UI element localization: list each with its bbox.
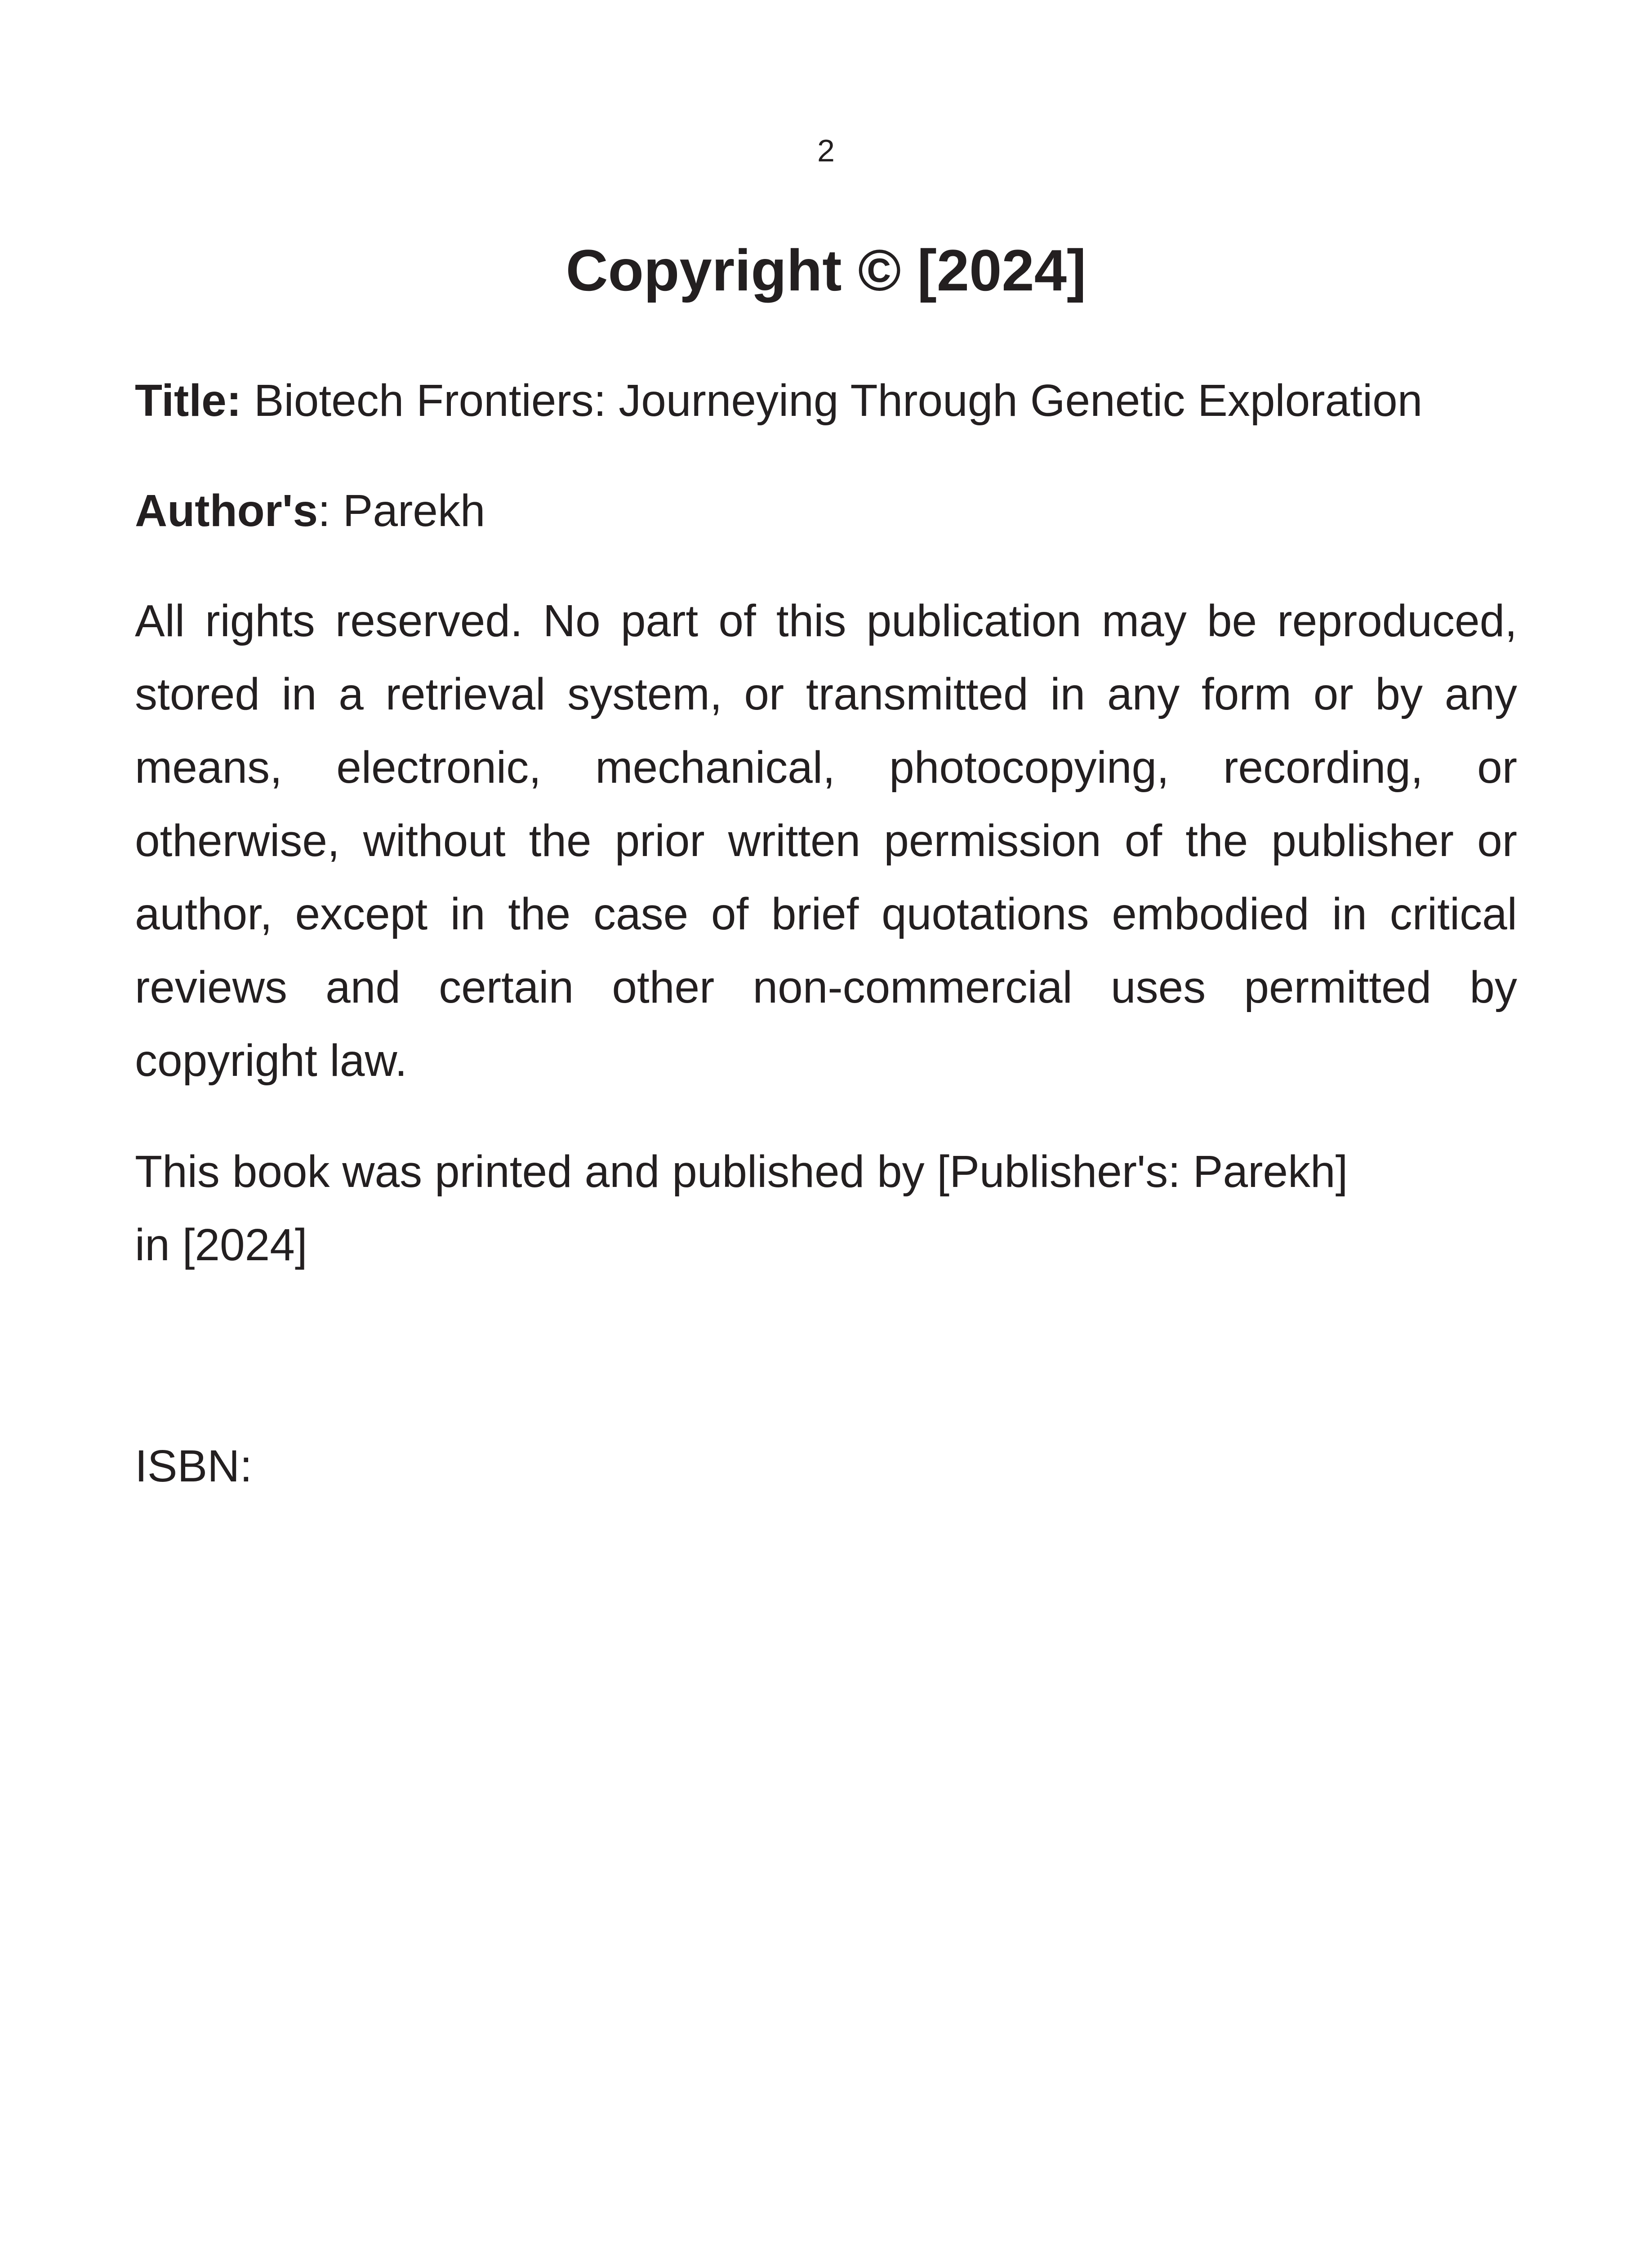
page-number: 2 <box>817 133 835 168</box>
isbn-label: ISBN: <box>135 1441 253 1491</box>
author-name: : Parekh <box>318 486 485 536</box>
isbn-line <box>135 1430 1517 1503</box>
copyright-heading: Copyright © [2024] <box>566 237 1086 303</box>
publisher-paragraph <box>135 1135 1517 1282</box>
book-title: Biotech Frontiers: Journeying Through Genetic Exploration <box>241 375 1423 426</box>
rights-paragraph <box>135 584 1517 1097</box>
publisher-line-2: in [2024] <box>135 1220 307 1270</box>
title-line <box>135 364 1517 437</box>
rights-text: All rights reserved. No part of this publication may be reproduced, stored in a retrieval system, or transmitted in any form or by any means, electronic, mechanical, photocopying, recording, or otherwise, without the prior written permission of the publisher or author, except in the case of brief quotations embodied in critical reviews and certain other non-commercial uses permitted by copyright law. <box>135 596 1517 1086</box>
publisher-line-1: This book was printed and published by [Publisher's: Parekh] <box>135 1146 1348 1197</box>
title-label: Title: <box>135 375 242 426</box>
author-label: Author's <box>135 486 318 536</box>
author-line <box>135 474 1517 548</box>
